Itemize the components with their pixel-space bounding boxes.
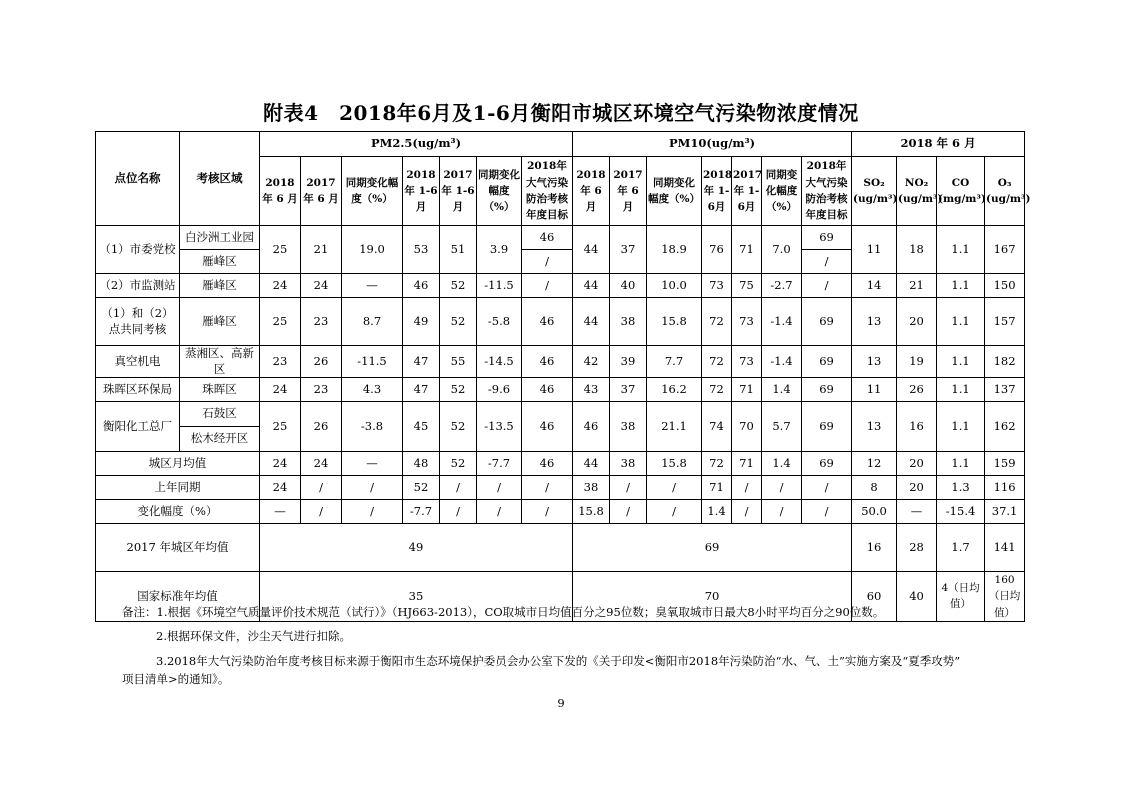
- site-cell: 衡阳化工总厂: [96, 402, 180, 452]
- col-header: 同期变化幅度（%）: [477, 157, 522, 226]
- col-header: 2018 年 6 月: [260, 157, 301, 226]
- data-cell: 150: [985, 274, 1025, 298]
- data-cell: 1.1: [937, 378, 985, 402]
- data-cell: 52: [440, 402, 477, 452]
- data-cell: 13: [852, 402, 897, 452]
- data-cell: /: [762, 476, 802, 500]
- data-cell: 73: [702, 274, 732, 298]
- col-header-o3: O₃ (ug/m³): [985, 157, 1025, 226]
- data-cell: 20: [897, 298, 937, 346]
- area-cell: 白沙洲工业园: [180, 226, 260, 250]
- data-cell: 52: [403, 476, 440, 500]
- data-cell: 44: [573, 226, 610, 274]
- data-cell: -2.7: [762, 274, 802, 298]
- data-cell: 70: [573, 572, 852, 622]
- col-header: 2017年 1-6月: [440, 157, 477, 226]
- page-number: 9: [557, 696, 565, 710]
- header-pm10: PM10(ug/m³): [573, 132, 852, 157]
- data-cell: 49: [403, 298, 440, 346]
- data-cell: 25: [260, 402, 301, 452]
- data-cell: -1.4: [762, 298, 802, 346]
- data-cell: 13: [852, 346, 897, 378]
- data-cell: -3.8: [342, 402, 403, 452]
- data-cell: 1.1: [937, 274, 985, 298]
- data-cell: 71: [732, 378, 762, 402]
- data-cell: -7.7: [477, 452, 522, 476]
- data-cell: 7.0: [762, 226, 802, 274]
- summary-label: 上年同期: [96, 476, 260, 500]
- col-header-no2: NO₂ (ug/m³): [897, 157, 937, 226]
- data-cell: 69: [802, 346, 852, 378]
- col-header: 同期变化幅度（%）: [342, 157, 403, 226]
- data-cell: 11: [852, 378, 897, 402]
- data-cell: 72: [702, 346, 732, 378]
- data-cell: 3.9: [477, 226, 522, 274]
- data-cell: 46: [522, 226, 573, 250]
- site-cell: （1）和（2）点共同考核: [96, 298, 180, 346]
- data-cell: -5.8: [477, 298, 522, 346]
- data-cell: 19: [897, 346, 937, 378]
- col-header-so2: SO₂ (ug/m³): [852, 157, 897, 226]
- data-cell: -9.6: [477, 378, 522, 402]
- data-cell: 46: [522, 402, 573, 452]
- notes-section: [122, 603, 1022, 695]
- data-cell: 72: [702, 378, 732, 402]
- data-cell: 47: [403, 346, 440, 378]
- data-cell: 38: [610, 452, 647, 476]
- data-cell: 13: [852, 298, 897, 346]
- data-cell: 28: [897, 524, 937, 572]
- data-cell: 46: [522, 378, 573, 402]
- data-cell: 159: [985, 452, 1025, 476]
- data-cell: 1.1: [937, 402, 985, 452]
- data-cell: 49: [260, 524, 573, 572]
- col-header-co: CO (mg/m³): [937, 157, 985, 226]
- data-cell: 21: [301, 226, 342, 274]
- data-cell: —: [342, 452, 403, 476]
- data-cell: -11.5: [477, 274, 522, 298]
- area-cell: 雁峰区: [180, 298, 260, 346]
- data-cell: 76: [702, 226, 732, 274]
- data-cell: 52: [440, 274, 477, 298]
- data-cell: 50.0: [852, 500, 897, 524]
- data-cell: 1.7: [937, 524, 985, 572]
- header-site: 点位名称: [96, 132, 180, 226]
- data-cell: 46: [522, 346, 573, 378]
- data-cell: 74: [702, 402, 732, 452]
- data-cell: 1.1: [937, 226, 985, 274]
- data-cell: 20: [897, 476, 937, 500]
- data-cell: 60: [852, 572, 897, 622]
- data-cell: 16: [852, 524, 897, 572]
- data-cell: 20: [897, 452, 937, 476]
- summary-label: 国家标准年均值: [96, 572, 260, 622]
- data-cell: 1.1: [937, 452, 985, 476]
- data-cell: 38: [573, 476, 610, 500]
- data-cell: 8.7: [342, 298, 403, 346]
- data-cell: /: [440, 476, 477, 500]
- data-cell: 18.9: [647, 226, 702, 274]
- col-header: 2018年大气污染防治考核年度目标: [802, 157, 852, 226]
- data-cell: 40: [897, 572, 937, 622]
- data-cell: 45: [403, 402, 440, 452]
- data-cell: /: [301, 476, 342, 500]
- data-cell: 72: [702, 452, 732, 476]
- data-cell: /: [522, 476, 573, 500]
- data-cell: 43: [573, 378, 610, 402]
- data-cell: 162: [985, 402, 1025, 452]
- data-cell: /: [802, 476, 852, 500]
- data-cell: 116: [985, 476, 1025, 500]
- data-cell: 16: [897, 402, 937, 452]
- data-cell: /: [301, 500, 342, 524]
- note-line: 3.2018年大气污染防治年度考核目标来源于衡阳市生态环境保护委员会办公室下发的《关于印发<衡阳市2018年污染防治“水、气、土”实施方案及“夏季攻势”: [156, 653, 961, 668]
- data-cell: 35: [260, 572, 573, 622]
- data-cell: 69: [802, 298, 852, 346]
- data-cell: 69: [802, 226, 852, 250]
- data-cell: 70: [732, 402, 762, 452]
- data-cell: 1.4: [702, 500, 732, 524]
- data-cell: 1.4: [762, 378, 802, 402]
- data-cell: /: [802, 274, 852, 298]
- data-cell: 7.7: [647, 346, 702, 378]
- data-cell: 46: [573, 402, 610, 452]
- data-cell: 46: [403, 274, 440, 298]
- site-cell: （1）市委党校: [96, 226, 180, 274]
- data-cell: 25: [260, 298, 301, 346]
- data-cell: 10.0: [647, 274, 702, 298]
- data-cell: —: [342, 274, 403, 298]
- col-header: 2017 年 6 月: [610, 157, 647, 226]
- data-cell: 46: [522, 452, 573, 476]
- header-pm25: PM2.5(ug/m³): [260, 132, 573, 157]
- data-cell: 55: [440, 346, 477, 378]
- col-header: 2017 年 6 月: [301, 157, 342, 226]
- summary-label: 变化幅度（%）: [96, 500, 260, 524]
- data-cell: 141: [985, 524, 1025, 572]
- data-cell: /: [477, 476, 522, 500]
- data-cell: 25: [260, 226, 301, 274]
- data-cell: /: [477, 500, 522, 524]
- data-cell: 24: [301, 274, 342, 298]
- data-cell: /: [342, 500, 403, 524]
- data-cell: 48: [403, 452, 440, 476]
- data-cell: 44: [573, 452, 610, 476]
- data-cell: /: [762, 500, 802, 524]
- data-cell: 42: [573, 346, 610, 378]
- data-cell: 167: [985, 226, 1025, 274]
- data-cell: 24: [260, 476, 301, 500]
- data-cell: 15.8: [647, 298, 702, 346]
- data-cell: /: [440, 500, 477, 524]
- data-cell: /: [522, 274, 573, 298]
- area-cell: 珠晖区: [180, 378, 260, 402]
- data-cell: /: [647, 500, 702, 524]
- col-header: 同期变化幅度（%）: [762, 157, 802, 226]
- data-cell: /: [802, 500, 852, 524]
- data-cell: -15.4: [937, 500, 985, 524]
- data-cell: 69: [573, 524, 852, 572]
- data-cell: 24: [301, 452, 342, 476]
- data-cell: -11.5: [342, 346, 403, 378]
- data-cell: 26: [897, 378, 937, 402]
- data-cell: 44: [573, 274, 610, 298]
- data-cell: 38: [610, 298, 647, 346]
- data-cell: 44: [573, 298, 610, 346]
- data-cell: 26: [301, 346, 342, 378]
- data-cell: 52: [440, 452, 477, 476]
- data-cell: 47: [403, 378, 440, 402]
- data-cell: 4（日均值）: [937, 572, 985, 622]
- data-cell: /: [610, 476, 647, 500]
- pollutant-table: [95, 131, 1031, 622]
- data-cell: 1.4: [762, 452, 802, 476]
- data-cell: 5.7: [762, 402, 802, 452]
- data-cell: 23: [301, 298, 342, 346]
- note-line: 2.根据环保文件，沙尘天气进行扣除。: [156, 629, 351, 644]
- data-cell: 8: [852, 476, 897, 500]
- data-cell: 24: [260, 378, 301, 402]
- data-cell: /: [522, 250, 573, 274]
- data-cell: —: [260, 500, 301, 524]
- data-cell: /: [732, 500, 762, 524]
- area-cell: 松木经开区: [180, 427, 260, 452]
- col-header: 2018年 1-6月: [403, 157, 440, 226]
- data-cell: 52: [440, 378, 477, 402]
- note-line: 备注：1.根据《环境空气质量评价技术规范（试行）》（HJ663-2013），CO取城市日均值百分之95位数；臭氧取城市日最大8小时平均百分之90位数。: [122, 605, 885, 619]
- data-cell: -13.5: [477, 402, 522, 452]
- data-cell: 37: [610, 226, 647, 274]
- data-cell: 1.1: [937, 298, 985, 346]
- data-cell: 1.3: [937, 476, 985, 500]
- col-header: 2018年大气污染防治考核年度目标: [522, 157, 573, 226]
- data-cell: 52: [440, 298, 477, 346]
- data-cell: 160（日均值）: [985, 572, 1025, 622]
- data-cell: 12: [852, 452, 897, 476]
- header-area: 考核区域: [180, 132, 260, 226]
- data-cell: 23: [301, 378, 342, 402]
- data-cell: 39: [610, 346, 647, 378]
- data-cell: 46: [522, 298, 573, 346]
- data-cell: /: [342, 476, 403, 500]
- area-cell: 雁峰区: [180, 250, 260, 274]
- data-cell: 38: [610, 402, 647, 452]
- data-cell: 73: [732, 346, 762, 378]
- data-cell: /: [802, 250, 852, 274]
- data-cell: 19.0: [342, 226, 403, 274]
- data-cell: 15.8: [573, 500, 610, 524]
- area-cell: 蒸湘区、高新区: [180, 346, 260, 378]
- data-cell: 16.2: [647, 378, 702, 402]
- summary-label: 2017 年城区年均值: [96, 524, 260, 572]
- data-cell: /: [522, 500, 573, 524]
- data-cell: 40: [610, 274, 647, 298]
- data-cell: /: [732, 476, 762, 500]
- site-cell: 珠晖区环保局: [96, 378, 180, 402]
- col-header: 2017年 1-6月: [732, 157, 762, 226]
- data-cell: 14: [852, 274, 897, 298]
- data-cell: 21: [897, 274, 937, 298]
- area-cell: 雁峰区: [180, 274, 260, 298]
- data-cell: -1.4: [762, 346, 802, 378]
- data-cell: 53: [403, 226, 440, 274]
- data-cell: /: [610, 500, 647, 524]
- data-cell: 11: [852, 226, 897, 274]
- data-cell: 24: [260, 452, 301, 476]
- data-cell: /: [647, 476, 702, 500]
- header-june: 2018 年 6 月: [852, 132, 1025, 157]
- data-cell: 71: [732, 452, 762, 476]
- data-cell: 182: [985, 346, 1025, 378]
- data-cell: 21.1: [647, 402, 702, 452]
- data-cell: 24: [260, 274, 301, 298]
- data-cell: 26: [301, 402, 342, 452]
- page-title: 附表4 2018年6月及1-6月衡阳市城区环境空气污染物浓度情况: [263, 101, 859, 125]
- data-cell: 71: [702, 476, 732, 500]
- data-cell: 73: [732, 298, 762, 346]
- area-cell: 石鼓区: [180, 402, 260, 427]
- data-cell: 75: [732, 274, 762, 298]
- data-cell: 15.8: [647, 452, 702, 476]
- data-cell: 69: [802, 378, 852, 402]
- data-cell: 37: [610, 378, 647, 402]
- site-cell: （2）市监测站: [96, 274, 180, 298]
- note-line: 项目清单>的通知》。: [122, 672, 230, 687]
- data-cell: 1.1: [937, 346, 985, 378]
- data-cell: 23: [260, 346, 301, 378]
- summary-label: 城区月均值: [96, 452, 260, 476]
- data-cell: 4.3: [342, 378, 403, 402]
- site-cell: 真空机电: [96, 346, 180, 378]
- data-cell: 71: [732, 226, 762, 274]
- data-cell: 51: [440, 226, 477, 274]
- col-header: 同期变化幅度（%）: [647, 157, 702, 226]
- data-cell: -7.7: [403, 500, 440, 524]
- col-header: 2018年 1-6月: [702, 157, 732, 226]
- data-cell: 72: [702, 298, 732, 346]
- data-cell: 37.1: [985, 500, 1025, 524]
- data-cell: 18: [897, 226, 937, 274]
- data-cell: 137: [985, 378, 1025, 402]
- data-cell: -14.5: [477, 346, 522, 378]
- data-cell: 69: [802, 452, 852, 476]
- data-cell: —: [897, 500, 937, 524]
- data-cell: 69: [802, 402, 852, 452]
- col-header: 2018 年 6 月: [573, 157, 610, 226]
- data-cell: 157: [985, 298, 1025, 346]
